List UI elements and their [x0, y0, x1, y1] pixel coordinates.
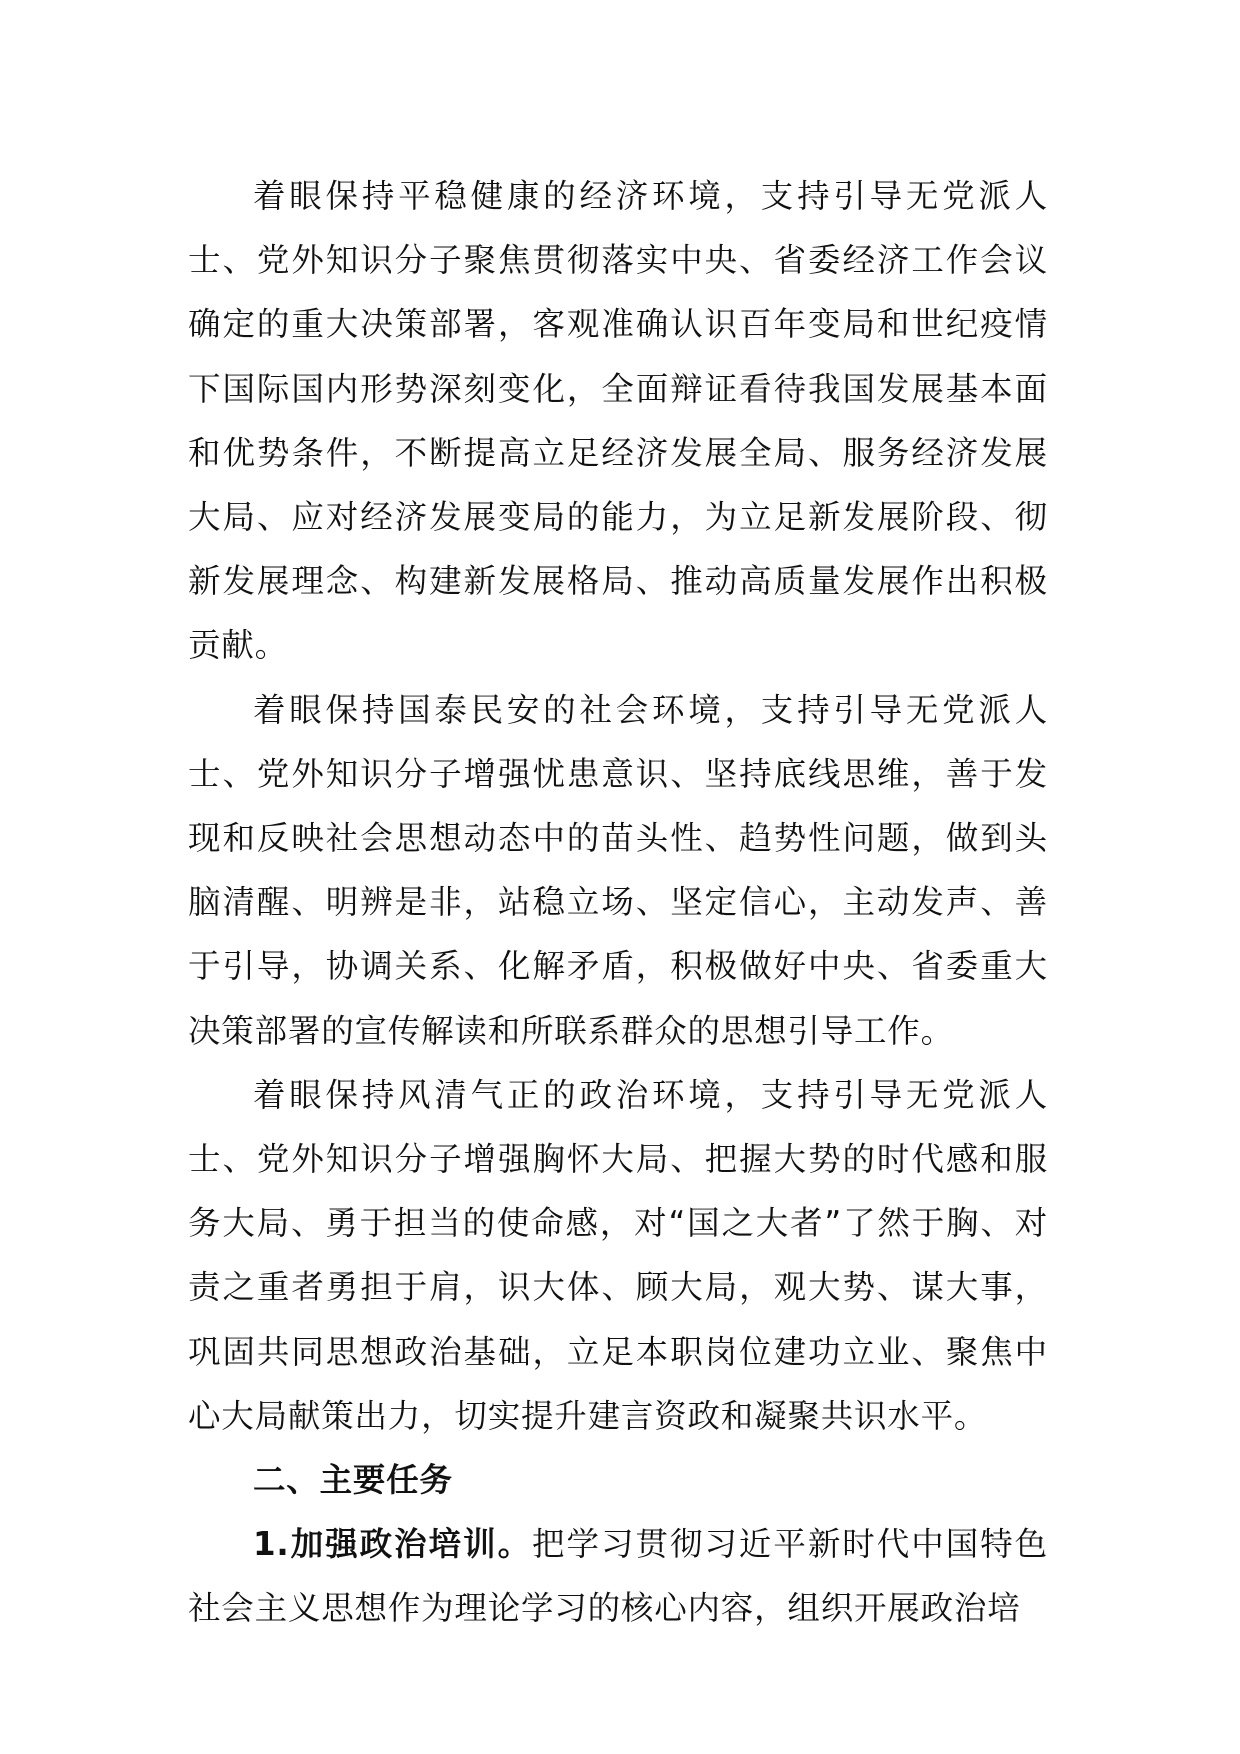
task-1-text: 把学习贯彻习近平新时代中国特色社会主义思想作为理论学习的核心内容，组织开展政治培	[188, 1525, 1048, 1628]
body-text	[188, 164, 1048, 1641]
paragraph-political-environment: 着眼保持风清气正的政治环境，支持引导无党派人士、党外知识分子增强胸怀大局、把握大势的时代感和服务大局、勇于担当的使命感，对“国之大者”了然于胸、对责之重者勇担于肩，识大体、顾大局，观大势、谋大事，巩固共同思想政治基础，立足本职岗位建功立业、聚焦中心大局献策出力，切实提升建言资政和凝聚共识水平。	[188, 1075, 1048, 1435]
task-1-lead: 1.加强政治培训。	[253, 1525, 533, 1564]
paragraph-economic-environment: 着眼保持平稳健康的经济环境，支持引导无党派人士、党外知识分子聚焦贯彻落实中央、省委经济工作会议确定的重大决策部署，客观准确认识百年变局和世纪疫情下国际国内形势深刻变化，全面辩证看待我国发展基本面和优势条件，不断提高立足经济发展全局、服务经济发展大局、应对经济发展变局的能力，为立足新发展阶段、彻新发展理念、构建新发展格局、推动高质量发展作出积极贡献。	[188, 177, 1048, 665]
paragraph-social-environment: 着眼保持国泰民安的社会环境，支持引导无党派人士、党外知识分子增强忧患意识、坚持底线思维，善于发现和反映社会思想动态中的苗头性、趋势性问题，做到头脑清醒、明辨是非，站稳立场、坚定信心，主动发声、善于引导，协调关系、化解矛盾，积极做好中央、省委重大决策部署的宣传解读和所联系群众的思想引导工作。	[188, 690, 1048, 1050]
paragraph-task-1	[188, 1512, 1048, 1640]
section-heading: 二、主要任务	[253, 1461, 453, 1500]
